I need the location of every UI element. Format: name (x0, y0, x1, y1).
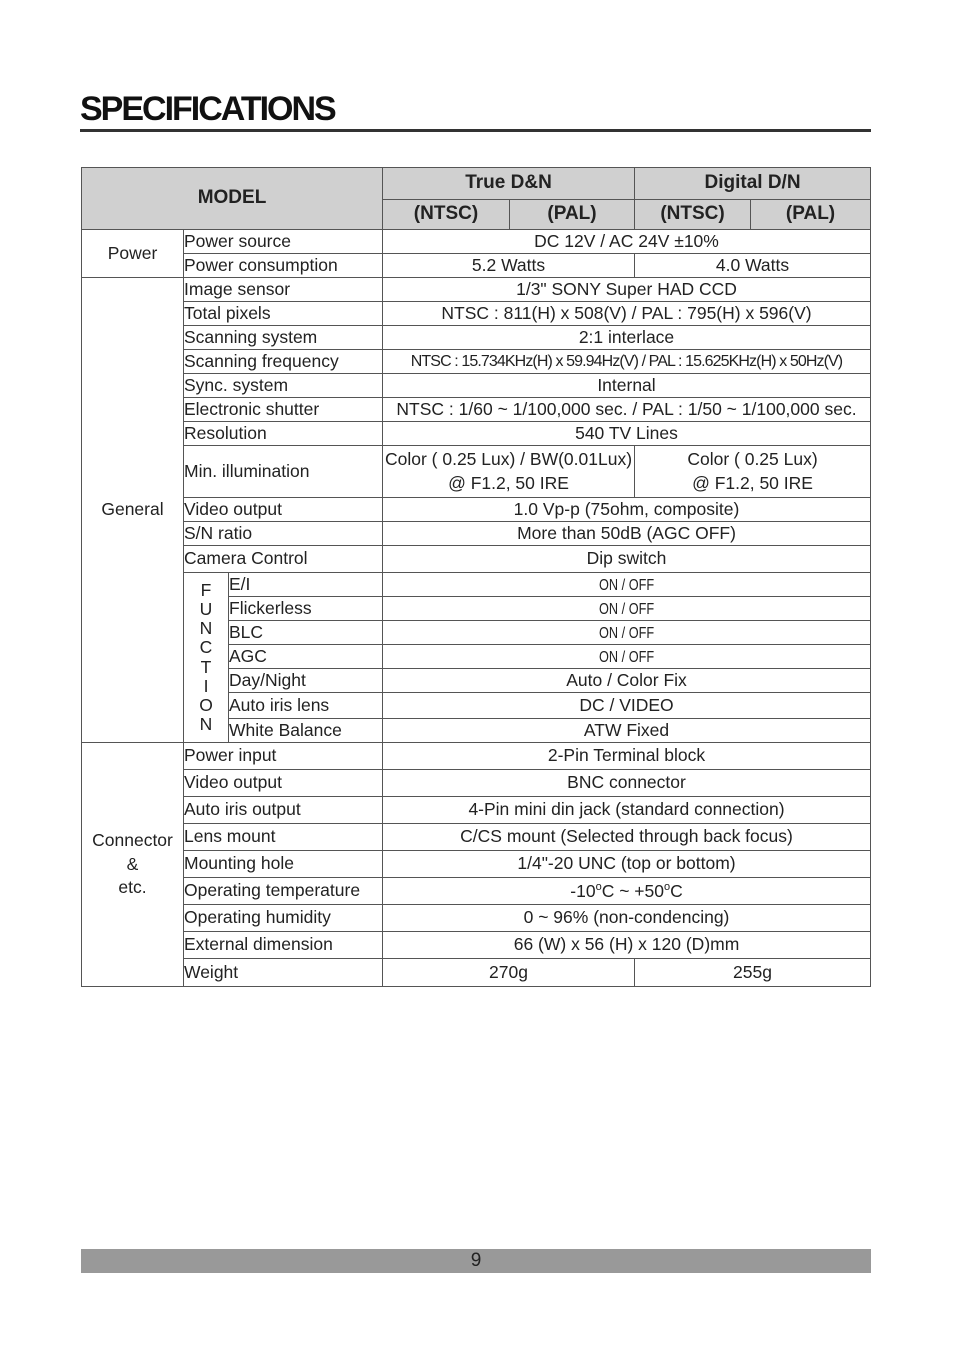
spec-label: Scanning system (184, 326, 383, 350)
value-line: @ F1.2, 50 IRE (692, 472, 813, 493)
degree-mark: o (595, 880, 602, 893)
function-label: AGC (229, 645, 383, 669)
category-power: Power (82, 230, 184, 278)
model-header: MODEL (82, 168, 383, 230)
spec-value: 0 ~ 96% (non-condencing) (383, 905, 871, 932)
function-letter: I (203, 675, 209, 696)
category-line: & (126, 853, 139, 874)
function-label: BLC (229, 621, 383, 645)
function-letter: N (199, 714, 213, 735)
spec-value: 1/3" SONY Super HAD CCD (383, 278, 871, 302)
function-label: Flickerless (229, 597, 383, 621)
spec-label: Video output (184, 770, 383, 797)
sub-header: (NTSC) (383, 200, 510, 230)
function-letter: O (199, 695, 213, 715)
spec-value: Internal (383, 374, 871, 398)
spec-value (383, 446, 635, 498)
spec-value: 4-Pin mini din jack (standard connection) (383, 797, 871, 824)
spec-label: Video output (184, 498, 383, 522)
spec-label: Lens mount (184, 824, 383, 851)
title-underline (80, 129, 871, 132)
function-label: Auto iris lens (229, 693, 383, 719)
spec-label: S/N ratio (184, 522, 383, 546)
group-header-digital-dn: Digital D/N (635, 168, 871, 200)
spec-value: 5.2 Watts (383, 254, 635, 278)
category-general: General (82, 278, 184, 743)
function-value-text: ON / OFF (598, 624, 655, 642)
spec-value: 4.0 Watts (635, 254, 871, 278)
spec-value (383, 878, 871, 905)
spec-label: External dimension (184, 932, 383, 959)
spec-label: Resolution (184, 422, 383, 446)
function-letter: F (200, 579, 212, 600)
function-letter: U (199, 598, 213, 619)
spec-value: 1/4"-20 UNC (top or bottom) (383, 851, 871, 878)
spec-label: Operating temperature (184, 878, 383, 905)
spec-value: 2:1 interlace (383, 326, 871, 350)
spec-label: Electronic shutter (184, 398, 383, 422)
spec-value: BNC connector (383, 770, 871, 797)
spec-label: Power input (184, 743, 383, 770)
spec-value: Dip switch (383, 546, 871, 573)
function-letter: N (199, 618, 213, 638)
spec-value: 2-Pin Terminal block (383, 743, 871, 770)
spec-label: Weight (184, 959, 383, 987)
function-value: DC / VIDEO (383, 693, 871, 719)
group-header-true-dn: True D&N (383, 168, 635, 200)
sub-header: (PAL) (510, 200, 635, 230)
spec-label: Scanning frequency (184, 350, 383, 374)
spec-value: More than 50dB (AGC OFF) (383, 522, 871, 546)
spec-value: C/CS mount (Selected through back focus) (383, 824, 871, 851)
value-line: Color ( 0.25 Lux) (687, 448, 818, 469)
value-line: @ F1.2, 50 IRE (448, 472, 569, 493)
category-line: etc. (118, 877, 147, 898)
page-number: 9 (470, 1250, 482, 1271)
function-label: White Balance (229, 719, 383, 743)
function-value (383, 621, 871, 645)
temp-part: C (670, 880, 683, 901)
function-value: Auto / Color Fix (383, 669, 871, 693)
spec-value: NTSC : 1/60 ~ 1/100,000 sec. / PAL : 1/50 ~ 1/100,000 sec. (383, 398, 871, 422)
spec-label: Min. illumination (184, 446, 383, 498)
spec-label: Power source (184, 230, 383, 254)
spec-value: 1.0 Vp-p (75ohm, composite) (383, 498, 871, 522)
sub-header: (PAL) (751, 200, 871, 230)
spec-label: Power consumption (184, 254, 383, 278)
function-value-text: ON / OFF (598, 600, 655, 618)
page-title: SPECIFICATIONS (80, 90, 335, 128)
function-value-text: ON / OFF (598, 576, 655, 594)
spec-label: Sync. system (184, 374, 383, 398)
sub-header: (NTSC) (635, 200, 751, 230)
category-connector (82, 743, 184, 987)
spec-label: Mounting hole (184, 851, 383, 878)
degree-mark: o (663, 880, 671, 893)
spec-value: NTSC : 811(H) x 508(V) / PAL : 795(H) x 596(V) (383, 302, 871, 326)
function-value (383, 597, 871, 621)
category-line: Connector (92, 830, 173, 851)
specifications-table (81, 167, 871, 987)
spec-label: Total pixels (184, 302, 383, 326)
function-letter: C (199, 637, 213, 658)
function-value (383, 645, 871, 669)
function-vertical-label (184, 573, 229, 743)
spec-value (635, 446, 871, 498)
spec-label: Auto iris output (184, 797, 383, 824)
spec-label: Camera Control (184, 546, 383, 573)
function-value: ATW Fixed (383, 719, 871, 743)
function-label: Day/Night (229, 669, 383, 693)
value-line: Color ( 0.25 Lux) / BW(0.01Lux) (384, 448, 633, 469)
temp-part: -10 (570, 880, 596, 901)
spec-label: Operating humidity (184, 905, 383, 932)
function-value (383, 573, 871, 597)
spec-value: NTSC : 15.734KHz(H) x 59.94Hz(V) / PAL : 15.625KHz(H) x 50Hz(V) (383, 350, 871, 374)
spec-label: Image sensor (184, 278, 383, 302)
spec-value: 540 TV Lines (383, 422, 871, 446)
spec-value: 66 (W) x 56 (H) x 120 (D)mm (383, 932, 871, 959)
function-value-text: ON / OFF (598, 648, 655, 666)
function-label: E/I (229, 573, 383, 597)
spec-value: 255g (635, 959, 871, 987)
temp-part: C ~ +50 (601, 880, 664, 901)
function-letter: T (200, 656, 212, 677)
spec-value: 270g (383, 959, 635, 987)
spec-value: DC 12V / AC 24V ±10% (383, 230, 871, 254)
page-footer (81, 1249, 871, 1273)
